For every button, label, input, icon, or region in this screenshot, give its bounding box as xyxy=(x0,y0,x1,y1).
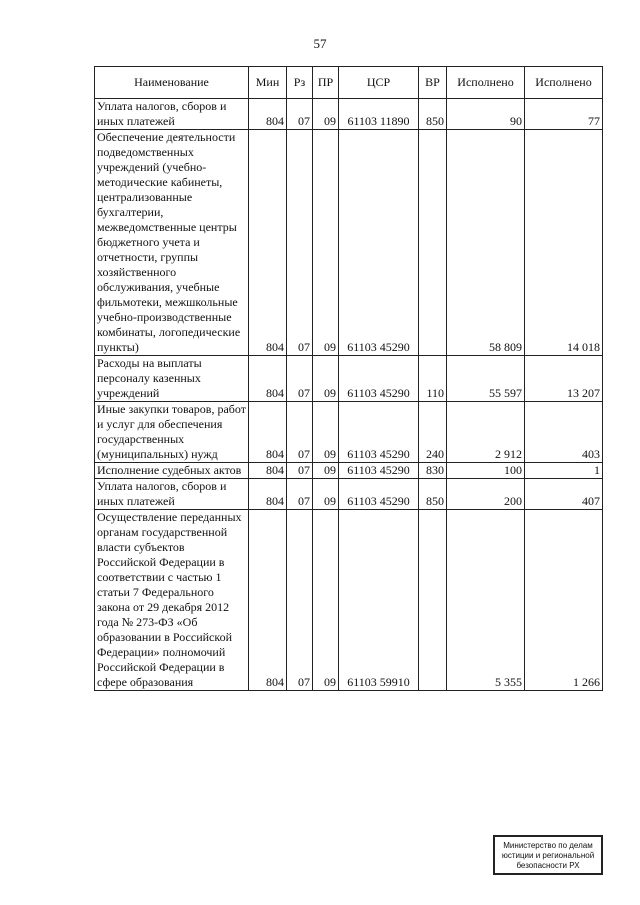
row-executed-2: 13 207 xyxy=(525,356,603,402)
row-name: Расходы на выплаты персоналу казенных учреждений xyxy=(95,356,249,402)
header-min: Мин xyxy=(249,67,287,99)
row-rz: 07 xyxy=(287,510,313,691)
row-executed-1: 55 597 xyxy=(447,356,525,402)
row-pr: 09 xyxy=(313,130,339,356)
header-rz: Рз xyxy=(287,67,313,99)
header-csr: ЦСР xyxy=(339,67,419,99)
stamp-line: юстиции и региональной xyxy=(501,851,595,860)
row-name: Уплата налогов, сборов и иных платежей xyxy=(95,479,249,510)
row-executed-2: 14 018 xyxy=(525,130,603,356)
row-min: 804 xyxy=(249,99,287,130)
ministry-stamp xyxy=(493,835,603,875)
row-name: Уплата налогов, сборов и иных платежей xyxy=(95,99,249,130)
row-executed-1: 2 912 xyxy=(447,402,525,463)
header-vr: ВР xyxy=(419,67,447,99)
row-min: 804 xyxy=(249,402,287,463)
row-min: 804 xyxy=(249,130,287,356)
header-executed-2: Исполнено xyxy=(525,67,603,99)
row-vr: 850 xyxy=(419,479,447,510)
page-number: 57 xyxy=(313,36,327,51)
row-rz: 07 xyxy=(287,99,313,130)
stamp-line: Министерство по делам xyxy=(503,841,593,850)
row-min: 804 xyxy=(249,463,287,479)
stamp-line: безопасности РХ xyxy=(516,861,580,870)
row-csr: 61103 45290 xyxy=(339,130,419,356)
row-executed-2: 1 266 xyxy=(525,510,603,691)
row-executed-2: 77 xyxy=(525,99,603,130)
row-min: 804 xyxy=(249,479,287,510)
row-executed-1: 90 xyxy=(447,99,525,130)
table-header-row xyxy=(95,67,603,99)
row-executed-2: 1 xyxy=(525,463,603,479)
row-min: 804 xyxy=(249,510,287,691)
row-rz: 07 xyxy=(287,463,313,479)
row-pr: 09 xyxy=(313,479,339,510)
row-vr: 240 xyxy=(419,402,447,463)
row-executed-2: 403 xyxy=(525,402,603,463)
row-name: Иные закупки товаров, работ и услуг для обеспечения государственных (муниципальных) нужд xyxy=(95,402,249,463)
row-rz: 07 xyxy=(287,479,313,510)
row-csr: 61103 59910 xyxy=(339,510,419,691)
row-vr: 830 xyxy=(419,463,447,479)
table-row xyxy=(95,463,603,479)
row-pr: 09 xyxy=(313,99,339,130)
row-name: Исполнение судебных актов xyxy=(95,463,249,479)
row-vr: 850 xyxy=(419,99,447,130)
row-vr xyxy=(419,510,447,691)
row-pr: 09 xyxy=(313,463,339,479)
row-vr xyxy=(419,130,447,356)
row-executed-1: 58 809 xyxy=(447,130,525,356)
table-row xyxy=(95,402,603,463)
header-pr: ПР xyxy=(313,67,339,99)
row-csr: 61103 11890 xyxy=(339,99,419,130)
row-pr: 09 xyxy=(313,402,339,463)
table-row xyxy=(95,130,603,356)
row-pr: 09 xyxy=(313,356,339,402)
row-name: Обеспечение деятельности подведомственных учреждений (учебно-методические кабинеты, централизованные бухгалтерии, межведомственные центры бюджетного учета и отчетности, группы хозяйственного обслуживания, учебные фильмотеки, межшкольные учебно-производственные комбинаты, логопедические пункты) xyxy=(95,130,249,356)
row-csr: 61103 45290 xyxy=(339,356,419,402)
row-csr: 61103 45290 xyxy=(339,463,419,479)
table-row xyxy=(95,356,603,402)
row-executed-1: 200 xyxy=(447,479,525,510)
row-name: Осуществление переданных органам государственной власти субъектов Российской Федерации в соответствии с частью 1 статьи 7 Федерального закона от 29 декабря 2012 года № 273-ФЗ «Об образовании в Российской Федерации» полномочий Российской Федерации в сфере образования xyxy=(95,510,249,691)
row-rz: 07 xyxy=(287,402,313,463)
row-min: 804 xyxy=(249,356,287,402)
header-executed-1: Исполнено xyxy=(447,67,525,99)
table-row xyxy=(95,479,603,510)
table-row xyxy=(95,510,603,691)
row-rz: 07 xyxy=(287,130,313,356)
row-executed-2: 407 xyxy=(525,479,603,510)
row-executed-1: 100 xyxy=(447,463,525,479)
row-csr: 61103 45290 xyxy=(339,479,419,510)
table-row xyxy=(95,99,603,130)
row-vr: 110 xyxy=(419,356,447,402)
header-name: Наименование xyxy=(95,67,249,99)
row-rz: 07 xyxy=(287,356,313,402)
row-csr: 61103 45290 xyxy=(339,402,419,463)
row-pr: 09 xyxy=(313,510,339,691)
row-executed-1: 5 355 xyxy=(447,510,525,691)
budget-table xyxy=(94,66,603,691)
